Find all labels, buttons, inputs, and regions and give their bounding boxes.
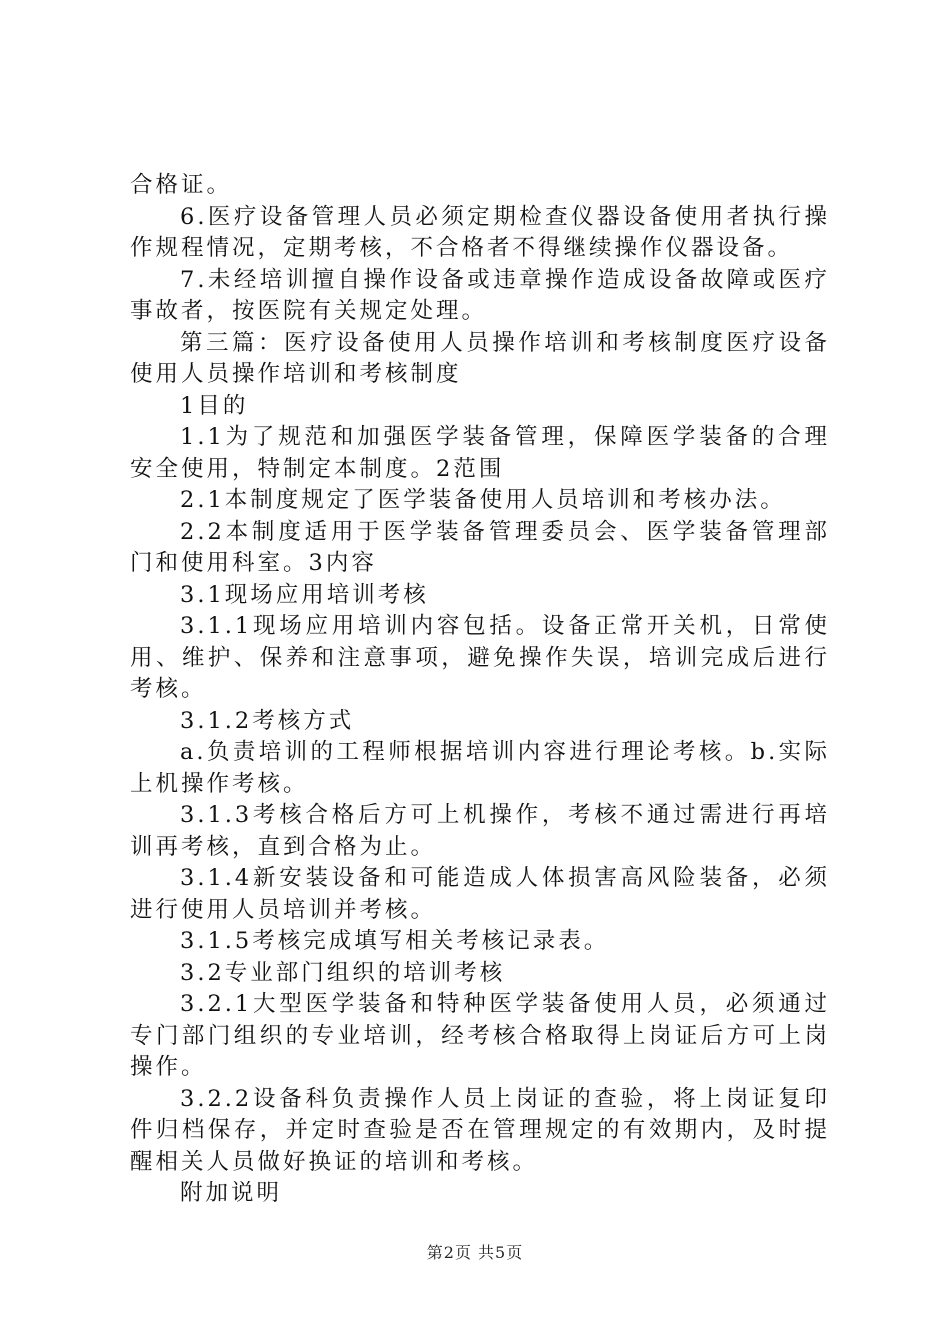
paragraph: 3.1.5考核完成填写相关考核记录表。 <box>180 928 610 954</box>
paragraph: 1目的 <box>180 392 249 419</box>
page-footer <box>0 1240 950 1263</box>
paragraph: 3.2.1大型医学装备和特种医学装备使用人员，必须通过专门部门组织的专业培训，经考核合格取得上岗证后方可上岗操作。 <box>130 991 830 1080</box>
paragraph: 3.1.3考核合格后方可上机操作，考核不通过需进行再培训再考核，直到合格为止。 <box>130 802 830 860</box>
section-heading: 第三篇：医疗设备使用人员操作培训和考核制度医疗设备使用人员操作培训和考核制度 <box>130 329 830 387</box>
paragraph: 2.1本制度规定了医学装备使用人员培训和考核办法。 <box>180 487 786 513</box>
page-number-indicator: 第2页 共5页 <box>426 1243 524 1262</box>
paragraph: 3.2专业部门组织的培训考核 <box>180 959 506 986</box>
paragraph: 3.1现场应用培训考核 <box>180 581 429 608</box>
paragraph: 3.2.2设备科负责操作人员上岗证的查验，将上岗证复印件归档保存，并定时查验是否在管理规定的有效期内，及时提醒相关人员做好换证的培训和考核。 <box>130 1085 830 1175</box>
document-body <box>130 170 830 1210</box>
paragraph: 7.未经培训擅自操作设备或违章操作造成设备故障或医疗事故者，按医院有关规定处理。 <box>130 266 830 324</box>
paragraph: 1.1为了规范和加强医学装备管理，保障医学装备的合理安全使用，特制定本制度。2范围 <box>130 424 830 482</box>
paragraph: a.负责培训的工程师根据培训内容进行理论考核。b.实际上机操作考核。 <box>130 739 830 797</box>
paragraph: 附加说明 <box>180 1180 283 1206</box>
paragraph: 合格证。 <box>130 172 233 198</box>
paragraph: 3.1.1现场应用培训内容包括。设备正常开关机，日常使用、维护、保养和注意事项，避免操作失误，培训完成后进行考核。 <box>130 613 830 702</box>
paragraph: 3.1.4新安装设备和可能造成人体损害高风险装备，必须进行使用人员培训并考核。 <box>130 865 830 923</box>
paragraph: 6.医疗设备管理人员必须定期检查仪器设备使用者执行操作规程情况，定期考核，不合格者不得继续操作仪器设备。 <box>130 203 830 261</box>
paragraph: 2.2本制度适用于医学装备管理委员会、医学装备管理部门和使用科室。3内容 <box>130 518 830 576</box>
paragraph: 3.1.2考核方式 <box>180 707 355 734</box>
